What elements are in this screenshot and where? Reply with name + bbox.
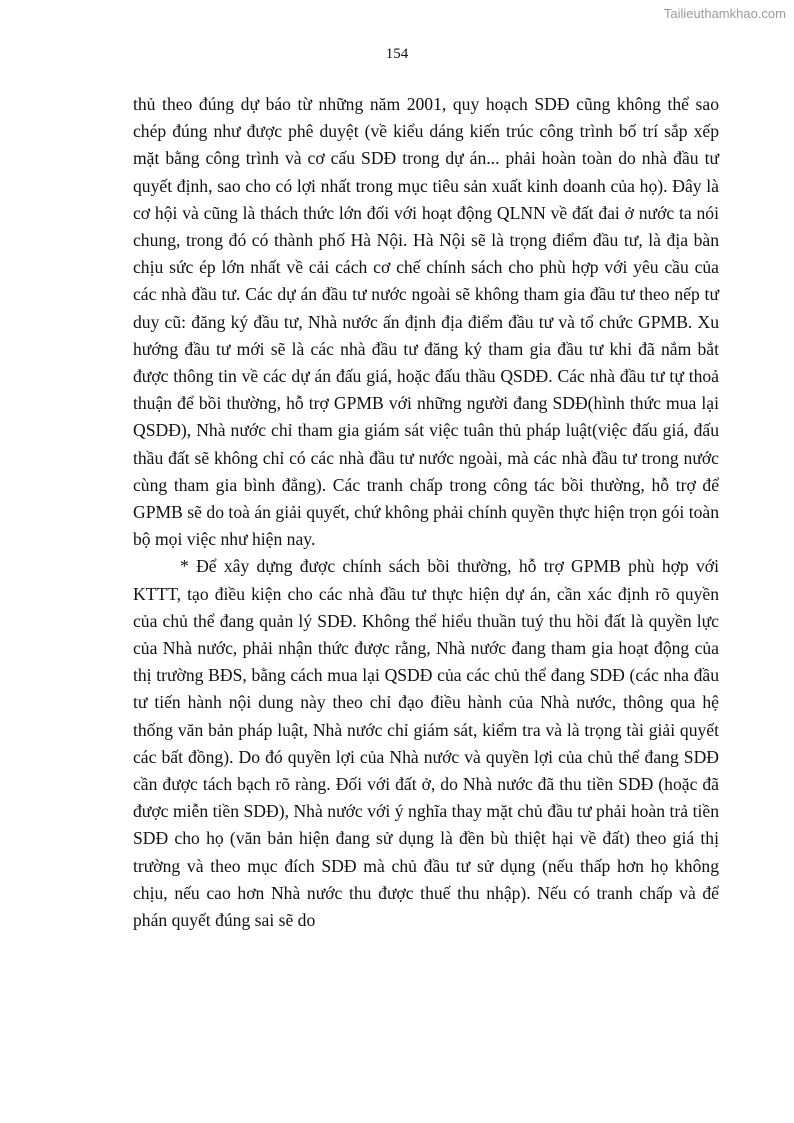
watermark: Tailieuthamkhao.com — [663, 6, 786, 21]
paragraph-continuation: thủ theo đúng dự báo từ những năm 2001, quy hoạch SDĐ cũng không thể sao chép đúng như được phê duyệt (về kiểu dáng kiến trúc công trình bố trí sắp xếp mặt bằng công trình và cơ cấu SDĐ trong dự án... phải hoàn toàn do nhà đầu tư quyết định, sao cho có lợi nhất trong mục tiêu sản xuất kinh doanh của họ). Đây là cơ hội và cũng là thách thức lớn đối với hoạt động QLNN về đất đai ở nước ta nói chung, trong đó có thành phố Hà Nội. Hà Nội sẽ là trọng điểm đầu tư, là địa bàn chịu sức ép lớn nhất về cải cách cơ chế chính sách cho phù hợp với yêu cầu của các nhà đầu tư. Các dự án đầu tư nước ngoài sẽ không tham gia đầu tư theo nếp tư duy cũ: đăng ký đầu tư, Nhà nước ấn định địa điểm đầu tư và tổ chức GPMB. Xu hướng đầu tư mới sẽ là các nhà đầu tư đăng ký tham gia đầu tư khi đã nắm bắt được thông tin về các dự án đấu giá, hoặc đấu thầu QSDĐ. Các nhà đầu tư tự thoả thuận để bồi thường, hỗ trợ GPMB với những người đang SDĐ(hình thức mua lại QSDĐ), Nhà nước chỉ tham gia giám sát việc tuân thủ pháp luật(việc đấu giá, đấu thầu đất sẽ không chỉ có các nhà đầu tư nước ngoài, mà các nhà đầu tư trong nước cùng tham gia bình đẳng). Các tranh chấp trong công tác bồi thường, hỗ trợ để GPMB sẽ do toà án giải quyết, chứ không phải chính quyền thực hiện trọn gói toàn bộ mọi việc như hiện nay. — [133, 94, 719, 550]
page-number: 154 — [385, 46, 409, 62]
document-body — [133, 91, 719, 934]
paragraph-policy: * Để xây dựng được chính sách bồi thường, hỗ trợ GPMB phù hợp với KTTT, tạo điều kiện cho các nhà đầu tư thực hiện dự án, cần xác định rõ quyền của chủ thể đang quản lý SDĐ. Không thể hiểu thuần tuý thu hồi đất là quyền lực của Nhà nước, phải nhận thức được rằng, Nhà nước đang tham gia hoạt động của thị trường BĐS, bằng cách mua lại QSDĐ của các chủ thể đang SDĐ (các nha đầu tư tiến hành nội dung này theo chỉ đạo điều hành của Nhà nước, thông qua hệ thống văn bản pháp luật, Nhà nước chỉ giám sát, kiểm tra và là trọng tài giải quyết các bất đồng). Do đó quyền lợi của Nhà nước và quyền lợi của chủ thể đang SDĐ cần được tách bạch rõ ràng. Đối với đất ở, do Nhà nước đã thu tiền SDĐ (hoặc đã được miễn tiền SDĐ), Nhà nước với ý nghĩa thay mặt chủ đầu tư phải hoàn trả tiền SDĐ cho họ (văn bản hiện đang sử dụng là đền bù thiệt hại về đất) theo giá thị trường và theo mục đích SDĐ mà chủ đầu tư sử dụng (nếu thấp hơn họ không chịu, nếu cao hơn Nhà nước thu được thuế thu nhập). Nếu có tranh chấp và để phán quyết đúng sai sẽ do — [133, 556, 719, 931]
